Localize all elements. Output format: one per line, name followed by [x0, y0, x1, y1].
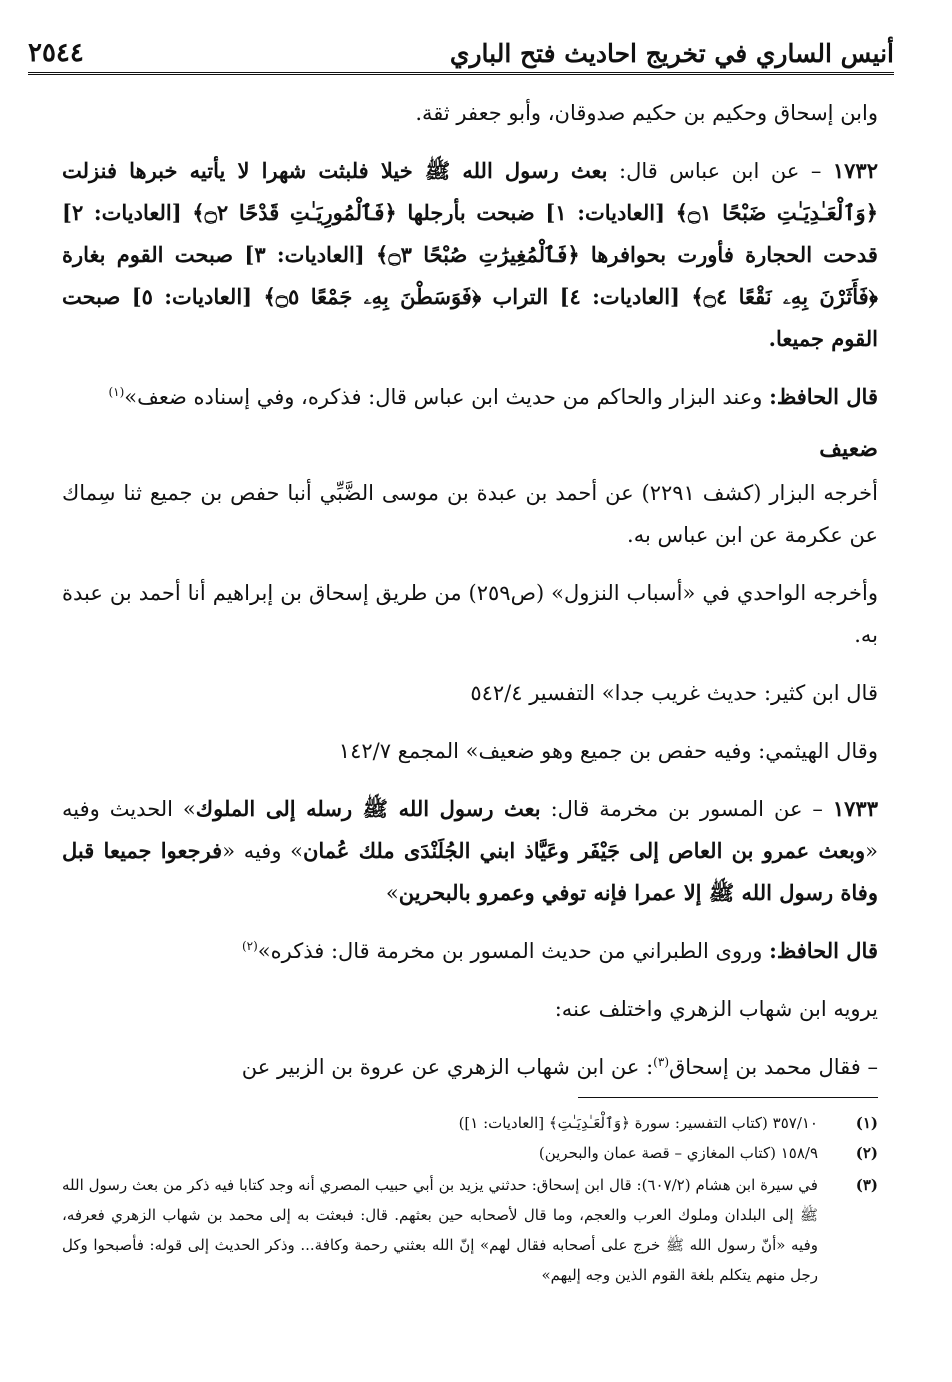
footnote-2 — [62, 1138, 878, 1168]
hafiz-comment-1732 — [62, 376, 878, 418]
hadith-matn: بعث رسول الله ﷺ خيلا فلبثت شهرا لا يأتيه خبرها فنزلت ﴿وَٱلْعَـٰدِيَـٰتِ ضَبْحًا ۝١﴾ [العاديات: ١] ضبحت بأرجلها ﴿فَٱلْمُورِيَـٰتِ قَدْحًا ۝٢﴾ [العاديات: ٢] قدحت الحجارة فأورت بحوافرها ﴿فَٱلْمُغِيرَٰتِ صُبْحًا ۝٣﴾ [العاديات: ٣] صبحت القوم بغارة ﴿فَأَثَرْنَ بِهِۦ نَقْعًا ۝٤﴾ [العاديات: ٤] التراب ﴿فَوَسَطْنَ بِهِۦ جَمْعًا ۝٥﴾ [العاديات: ٥] صبحت القوم جميعا. — [62, 158, 879, 351]
hadith-intro: – عن المسور بن مخرمة قال: — [540, 797, 833, 821]
hafiz-text: وعند البزار والحاكم من حديث ابن عباس قال: فذكره، وفي إسناده ضعف» — [124, 385, 770, 409]
running-title: أنيس الساري في تخريج احاديث فتح الباري — [449, 39, 894, 68]
ibn-ishaq-prefix: – فقال محمد بن إسحاق — [669, 1055, 878, 1079]
hafiz-text: وروى الطبراني من حديث المسور بن مخرمة قال: فذكره» — [257, 939, 770, 963]
ibn-ishaq-text: : عن ابن شهاب الزهري عن عروة بن الزبير عن — [241, 1055, 654, 1079]
ibn-kathir-note — [62, 672, 878, 714]
haythami-note — [62, 730, 878, 772]
grade-heading: ضعيف — [819, 436, 878, 462]
hadith-intro: – عن ابن عباس قال: — [607, 159, 833, 183]
takhrij-bazzar — [62, 472, 878, 556]
hafiz-comment-1733 — [62, 930, 878, 972]
footnote-text: ٣٥٧/١٠ (كتاب التفسير: سورة ﴿وَٱلْعَـٰدِيَـٰتِ﴾ [العاديات: ١]) — [458, 1114, 818, 1132]
zuhri-intro-text: يرويه ابن شهاب الزهري واختلف عنه: — [554, 997, 878, 1021]
hadith-1733 — [62, 788, 878, 914]
footnote-ref: (٣) — [653, 1055, 669, 1069]
footnote-number: (٢) — [855, 1144, 878, 1162]
footnote-ref: (١) — [108, 385, 125, 399]
footnotes — [62, 1108, 878, 1290]
takhrij-bazzar-text: أخرجه البزار (كشف ٢٢٩١) عن أحمد بن عبدة بن موسى الضَّبِّي أنبا حفص بن جميع ثنا سِماك عن عكرمة عن ابن عباس به. — [62, 481, 878, 547]
ibn-ishaq-line — [62, 1046, 878, 1088]
hadith-mid-1: » الحديث وفيه « — [62, 797, 879, 863]
hadith-number: ١٧٣٣ — [832, 796, 878, 821]
hadith-mid-2: » وفيه « — [222, 839, 303, 863]
page-header — [28, 22, 894, 75]
zuhri-intro — [62, 988, 878, 1030]
hafiz-label: قال الحافظ: — [769, 938, 878, 963]
hadith-number: ١٧٣٢ — [832, 158, 878, 183]
footnote-ref: (٢) — [241, 939, 258, 953]
takhrij-wahidi-text: وأخرجه الواحدي في «أسباب النزول» (ص٢٥٩) من طريق إسحاق بن إبراهيم أنا أحمد بن عبدة به. — [62, 581, 878, 647]
footnote-text: ١٥٨/٩ (كتاب المغازي – قصة عمان والبحرين) — [538, 1144, 818, 1162]
footnote-text: في سيرة ابن هشام (٦٠٧/٢): قال ابن إسحاق: حدثني يزيد بن أبي حبيب المصري أنه وجد كتابا فيه ذكر من بعث رسول الله ﷺ إلى البلدان وملوك العرب والعجم، وما قال لأصحابه حين بعثهم. قال: فبعثت به إلى محمد بن شهاب الزهري فعرفه، وفيه «أنّ رسول الله ﷺ خرج على أصحابه فقال لهم» إنّ الله بعثني رحمة وكافة... وذكر الحديث إلى قوله: فأصبحوا وكل رجل منهم يتكلم بلغة القوم الذين وجه إليهم» — [62, 1176, 818, 1284]
hafiz-label: قال الحافظ: — [769, 384, 878, 409]
hadith-matn-1: بعث رسول الله ﷺ رسله إلى الملوك — [195, 796, 541, 821]
hadith-matn-3: فرجعوا جميعا قبل وفاة رسول الله ﷺ إلا عمرا فإنه توفي وعمرو بالبحرين — [62, 838, 878, 905]
main-text — [62, 92, 878, 1104]
hadith-1732 — [62, 150, 878, 360]
ibn-kathir-text: قال ابن كثير: حديث غريب جدا» التفسير ٥٤٢/٤ — [470, 681, 878, 705]
footnote-number: (٣) — [855, 1176, 878, 1194]
footnote-number: (١) — [855, 1114, 878, 1132]
continuation-text: وابن إسحاق وحكيم بن حكيم صدوقان، وأبو جعفر ثقة. — [415, 101, 878, 125]
footnote-1 — [62, 1108, 878, 1138]
footnote-3 — [62, 1170, 878, 1290]
footnote-divider — [578, 1097, 878, 1098]
continuation-paragraph — [62, 92, 878, 134]
page-number: ٢٥٤٤ — [28, 38, 84, 68]
hadith-end: » — [385, 881, 399, 905]
haythami-text: وقال الهيثمي: وفيه حفص بن جميع وهو ضعيف» المجمع ١٤٢/٧ — [338, 739, 878, 763]
hadith-matn-2: وبعث عمرو بن العاص إلى جَيْفَر وعَيَّاذ ابني الجُلَنْدَى ملك عُمان — [302, 838, 866, 863]
takhrij-wahidi — [62, 572, 878, 656]
